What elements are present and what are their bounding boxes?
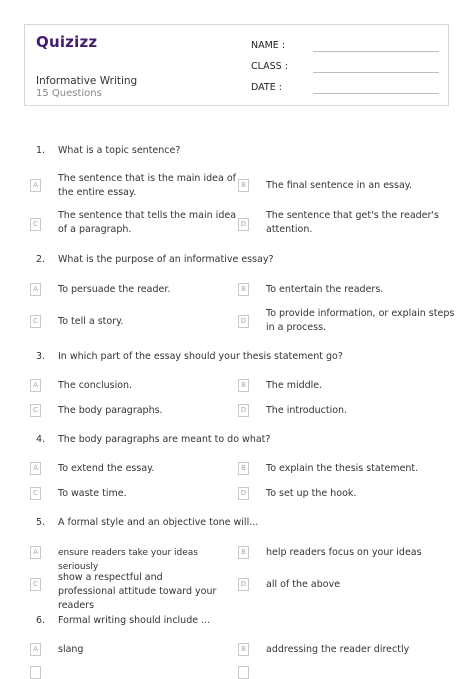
question-number: 1. — [36, 145, 46, 156]
question-count: 15 Questions — [36, 88, 102, 99]
question-number: 3. — [36, 351, 46, 362]
option-text: To extend the essay. — [58, 463, 155, 474]
option-text: To set up the hook. — [266, 488, 357, 499]
option-box-b[interactable]: B — [238, 546, 249, 559]
option-box-b[interactable]: B — [238, 283, 249, 296]
question-number: 2. — [36, 254, 46, 265]
option-box-c[interactable] — [30, 666, 41, 679]
question-text: Formal writing should include ... — [58, 615, 211, 626]
option-box-b[interactable]: B — [238, 379, 249, 392]
option-text: The final sentence in an essay. — [266, 180, 413, 191]
option-box-b[interactable]: B — [238, 643, 249, 656]
name-field[interactable] — [251, 40, 285, 51]
option-box-d[interactable]: D — [238, 487, 249, 500]
class-line — [313, 72, 439, 73]
option-box-d[interactable] — [238, 666, 249, 679]
question-text: In which part of the essay should your thesis statement go? — [58, 351, 343, 362]
question-text: The body paragraphs are meant to do what? — [58, 434, 271, 445]
option-text: To tell a story. — [58, 316, 124, 327]
option-text: The sentence that get's the reader's attention. — [266, 210, 439, 235]
option-text: The sentence that is the main idea of the entire essay. — [58, 173, 236, 198]
option-text: slang — [58, 644, 84, 655]
option-text: The introduction. — [266, 405, 348, 416]
name-line — [313, 51, 439, 52]
option-box-d[interactable]: D — [238, 315, 249, 328]
date-label: DATE : — [251, 82, 282, 93]
option-box-a[interactable]: A — [30, 179, 41, 192]
option-box-c[interactable]: C — [30, 487, 41, 500]
question-text: A formal style and an objective tone will... — [58, 517, 259, 528]
option-text: To explain the thesis statement. — [266, 463, 419, 474]
option-text: The middle. — [266, 380, 323, 391]
option-text: help readers focus on your ideas — [266, 547, 422, 558]
option-text: ensure readers take your ideas seriously — [58, 548, 198, 572]
option-text: To provide information, or explain steps in a process. — [266, 308, 455, 333]
option-box-a[interactable]: A — [30, 546, 41, 559]
question-text: What is the purpose of an informative essay? — [58, 254, 274, 265]
worksheet-header — [24, 24, 449, 106]
option-text: To persuade the reader. — [58, 284, 171, 295]
question-number: 5. — [36, 517, 46, 528]
option-box-c[interactable]: C — [30, 315, 41, 328]
option-box-a[interactable]: A — [30, 283, 41, 296]
date-field[interactable] — [251, 82, 282, 93]
question-number: 6. — [36, 615, 46, 626]
date-line — [313, 93, 439, 94]
option-box-c[interactable]: C — [30, 218, 41, 231]
option-box-a[interactable]: A — [30, 643, 41, 656]
worksheet-title: Informative Writing — [36, 75, 138, 87]
option-text: To waste time. — [58, 488, 127, 499]
option-text: all of the above — [266, 579, 341, 590]
option-text: The conclusion. — [58, 380, 133, 391]
option-box-d[interactable]: D — [238, 578, 249, 591]
class-label: CLASS : — [251, 61, 288, 72]
question-text: What is a topic sentence? — [58, 145, 181, 156]
option-box-b[interactable]: B — [238, 462, 249, 475]
option-text: The body paragraphs. — [58, 405, 163, 416]
option-box-a[interactable]: A — [30, 462, 41, 475]
option-box-b[interactable]: B — [238, 179, 249, 192]
option-box-a[interactable]: A — [30, 379, 41, 392]
option-box-c[interactable]: C — [30, 578, 41, 591]
option-box-d[interactable]: D — [238, 218, 249, 231]
option-box-c[interactable]: C — [30, 404, 41, 417]
name-label: NAME : — [251, 40, 286, 51]
option-text: show a respectful and professional attitude toward your readers — [58, 572, 217, 611]
class-field[interactable] — [251, 61, 288, 72]
quizizz-logo: Quizizz — [36, 33, 98, 51]
option-text: addressing the reader directly — [266, 644, 410, 655]
question-number: 4. — [36, 434, 46, 445]
option-box-d[interactable]: D — [238, 404, 249, 417]
option-text: The sentence that tells the main idea of a paragraph. — [58, 210, 237, 235]
option-text: To entertain the readers. — [266, 284, 384, 295]
